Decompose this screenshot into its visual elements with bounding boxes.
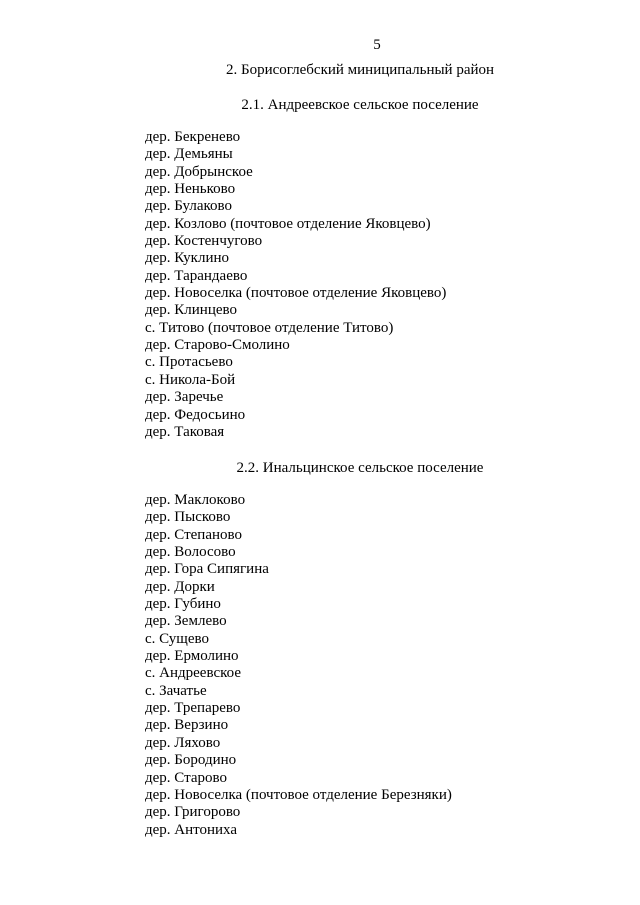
list-item: дер. Ляхово	[145, 734, 221, 751]
list-item: дер. Таковая	[145, 423, 225, 440]
list-item: дер. Гора Сипягина	[145, 561, 269, 578]
list-item: дер. Демьяны	[145, 146, 233, 163]
section-title: 2.2. Инальцинское сельское поселение	[236, 460, 484, 476]
list-item: дер. Волосово	[145, 544, 236, 561]
list-item: с. Андреевское	[145, 665, 241, 682]
settlement-list	[145, 129, 446, 441]
list-item: дер. Клинцево	[145, 302, 237, 319]
list-item: дер. Козлово (почтовое отделение Яковцево)	[145, 215, 431, 232]
list-item: дер. Куклино	[145, 250, 229, 267]
list-item: дер. Верзино	[145, 717, 229, 734]
list-item: дер. Пысково	[145, 509, 231, 526]
list-item: дер. Заречье	[145, 389, 224, 406]
section-title: 2.1. Андреевское сельское поселение	[241, 97, 479, 113]
list-item: дер. Булаково	[145, 198, 233, 215]
list-item: дер. Костенчугово	[145, 233, 263, 250]
list-item: дер. Старово	[145, 769, 227, 786]
list-item: дер. Землево	[145, 613, 227, 630]
list-item: с. Зачатье	[145, 682, 207, 699]
district-title: 2. Борисоглебский миниципальный район	[225, 62, 495, 78]
list-item: дер. Федосьино	[145, 406, 246, 423]
list-item: с. Титово (почтовое отделение Титово)	[145, 319, 394, 336]
list-item: дер. Антониха	[145, 821, 238, 838]
list-item: дер. Новоселка (почтовое отделение Яковцево)	[145, 285, 447, 302]
list-item: дер. Дорки	[145, 578, 215, 595]
list-item: дер. Бекренево	[145, 129, 241, 145]
list-item: дер. Бородино	[145, 752, 237, 769]
settlement-list	[145, 492, 452, 839]
list-item: дер. Григорово	[145, 804, 241, 821]
list-item: дер. Трепарево	[145, 700, 241, 717]
list-item: дер. Ермолино	[145, 648, 239, 665]
list-item: дер. Старово-Смолино	[145, 337, 290, 354]
list-item: дер. Неньково	[145, 181, 236, 198]
list-item: с. Сущево	[145, 630, 209, 647]
list-item: дер. Новоселка (почтовое отделение Березняки)	[145, 786, 452, 803]
list-item: с. Протасьево	[145, 354, 233, 371]
list-item: дер. Добрынское	[145, 163, 253, 180]
list-item: дер. Тарандаево	[145, 267, 248, 284]
list-item: дер. Степаново	[145, 526, 243, 543]
list-item: дер. Маклоково	[145, 492, 246, 508]
page-number: 5	[373, 37, 381, 53]
list-item: дер. Губино	[145, 596, 221, 613]
list-item: с. Никола-Бой	[145, 371, 236, 388]
